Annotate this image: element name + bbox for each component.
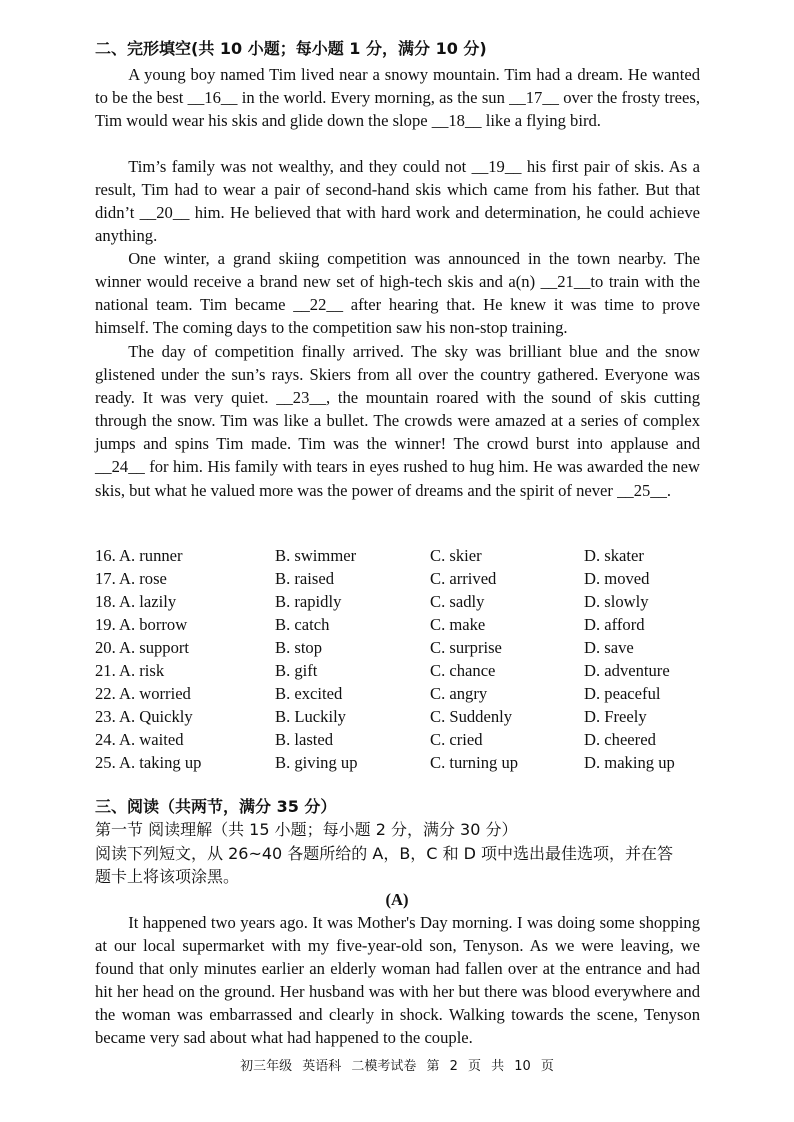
option-row bbox=[95, 569, 705, 592]
section3-part1-title: 第一节 阅读理解（共 15 小题；每小题 2 分，满分 30 分） bbox=[95, 820, 518, 839]
option-c: C. turning up bbox=[430, 753, 519, 772]
option-b: B. swimmer bbox=[275, 546, 357, 565]
option-b: B. raised bbox=[275, 569, 334, 588]
option-b: B. catch bbox=[275, 615, 330, 634]
option-row bbox=[95, 592, 705, 615]
option-row bbox=[95, 546, 705, 569]
option-row bbox=[95, 753, 705, 776]
option-b: B. excited bbox=[275, 684, 343, 703]
option-c: C. cried bbox=[430, 730, 483, 749]
option-a: 24. A. waited bbox=[95, 730, 184, 749]
option-a: 19. A. borrow bbox=[95, 615, 188, 634]
section3-instruction-line1: 阅读下列短文，从 26~40 各题所给的 A，B，C 和 D 项中选出最佳选项，并在答 bbox=[95, 844, 674, 863]
option-d: D. Freely bbox=[584, 707, 647, 726]
option-b: B. rapidly bbox=[275, 592, 342, 611]
option-c: C. chance bbox=[430, 661, 496, 680]
option-d: D. cheered bbox=[584, 730, 656, 749]
option-row bbox=[95, 615, 705, 638]
option-b: B. giving up bbox=[275, 753, 358, 772]
section2-heading: 二、完形填空(共 10 小题；每小题 1 分，满分 10 分) bbox=[95, 39, 487, 58]
cloze-paragraph-3: One winter, a grand skiing competition was announced in the town nearby. The winner would receive a brand new set of high-tech skis and a(n) __21__to train with the national team. Tim became __22__ after hearing that. He knew it was time to prove himself. The coming days to the competition saw his non-stop training. bbox=[95, 249, 700, 338]
option-b: B. stop bbox=[275, 638, 323, 657]
option-c: C. arrived bbox=[430, 569, 497, 588]
option-a: 17. A. rose bbox=[95, 569, 167, 588]
option-c: C. skier bbox=[430, 546, 482, 565]
option-row bbox=[95, 707, 705, 730]
option-a: 21. A. risk bbox=[95, 661, 165, 680]
option-d: D. peaceful bbox=[584, 684, 661, 703]
option-d: D. slowly bbox=[584, 592, 649, 611]
option-a: 20. A. support bbox=[95, 638, 190, 657]
option-d: D. moved bbox=[584, 569, 650, 588]
reading-passage: It happened two years ago. It was Mother's Day morning. I was doing some shopping at our local supermarket with my five-year-old son, Tenyson. As we were leaving, we found that only minutes earlier an elderly woman had fallen over at the entrance and had hit her head on the ground. Her husband was with her but there was blood everywhere and the woman was embarrassed and clearly in shock. Walking towards the scene, Tenyson became very sad about what had happened to the couple. bbox=[95, 913, 700, 1048]
option-d: D. afford bbox=[584, 615, 645, 634]
option-b: B. lasted bbox=[275, 730, 334, 749]
option-c: C. sadly bbox=[430, 592, 485, 611]
option-d: D. adventure bbox=[584, 661, 670, 680]
option-c: C. angry bbox=[430, 684, 488, 703]
passage-title: (A) bbox=[385, 890, 409, 909]
cloze-paragraph-2: Tim’s family was not wealthy, and they could not __19__ his first pair of skis. As a result, Tim had to wear a pair of second-hand skis which came from his father. But that didn’t __20__ him. He believed that with hard work and determination, he could achieve anything. bbox=[95, 157, 700, 246]
option-b: B. gift bbox=[275, 661, 318, 680]
option-c: C. surprise bbox=[430, 638, 502, 657]
option-c: C. Suddenly bbox=[430, 707, 513, 726]
section3-heading: 三、阅读（共两节，满分 35 分） bbox=[95, 797, 337, 816]
option-row bbox=[95, 638, 705, 661]
option-row bbox=[95, 661, 705, 684]
option-a: 16. A. runner bbox=[95, 546, 183, 565]
cloze-paragraph-4: The day of competition finally arrived. The sky was brilliant blue and the snow glistened under the sun’s rays. Skiers from all over the country gathered. Everyone was ready. It was very quiet. __23__, the mountain roared with the sound of skis cutting through the snow. Tim was like a bullet. The crowds were amazed at a series of complex jumps and spins Tim made. Tim was the winner! The crowd burst into applause and __24__ for him. His family with tears in eyes rushed to hug him. He was awarded the new skis, but what he valued more was the power of dreams and the spirit of never __25__. bbox=[95, 342, 700, 500]
option-a: 18. A. lazily bbox=[95, 592, 177, 611]
option-d: D. save bbox=[584, 638, 634, 657]
cloze-paragraph-1: A young boy named Tim lived near a snowy mountain. Tim had a dream. He wanted to be the best __16__ in the world. Every morning, as the sun __17__ over the frosty trees, Tim would wear his skis and glide down the slope __18__ like a flying bird. bbox=[95, 65, 700, 131]
option-a: 25. A. taking up bbox=[95, 753, 202, 772]
option-a: 22. A. worried bbox=[95, 684, 191, 703]
section3-instruction-line2: 题卡上将该项涂黑。 bbox=[95, 867, 240, 886]
page-footer: 初三年级 英语科 二模考试卷 第 2 页 共 10 页 bbox=[240, 1059, 554, 1074]
option-a: 23. A. Quickly bbox=[95, 707, 193, 726]
option-d: D. skater bbox=[584, 546, 644, 565]
option-b: B. Luckily bbox=[275, 707, 346, 726]
option-c: C. make bbox=[430, 615, 486, 634]
option-d: D. making up bbox=[584, 753, 675, 772]
option-row bbox=[95, 730, 705, 753]
option-row bbox=[95, 684, 705, 707]
